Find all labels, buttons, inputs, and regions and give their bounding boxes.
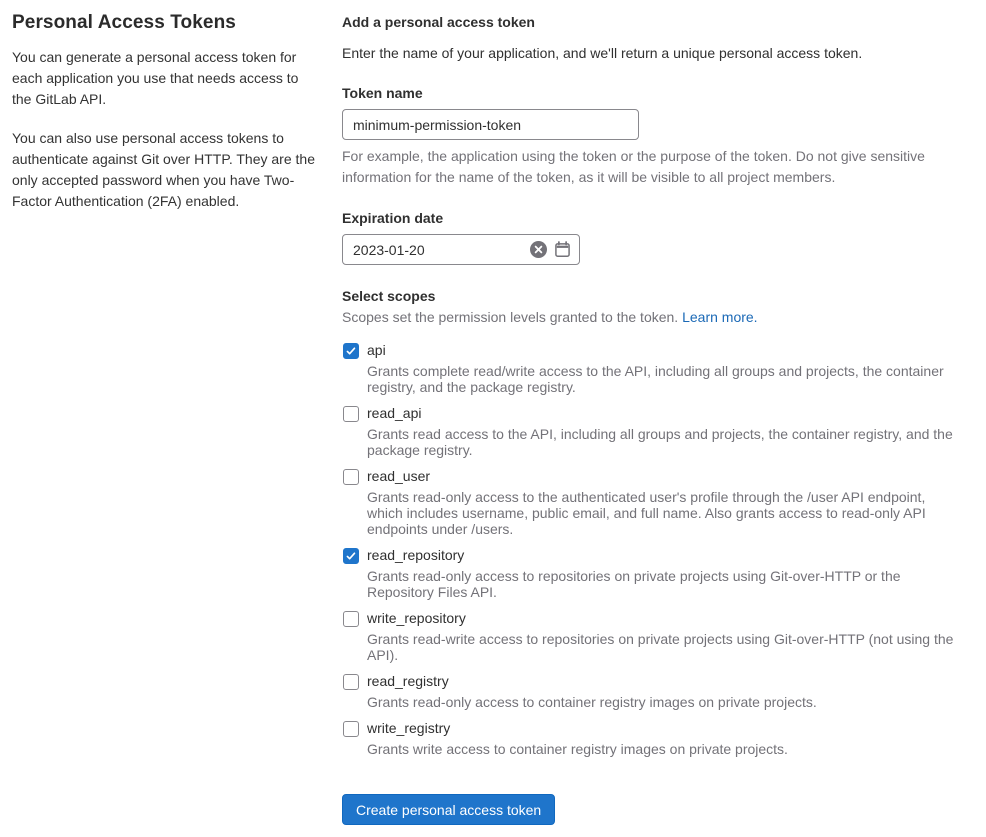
scope-label-read-repository[interactable]: read_repository: [367, 547, 465, 563]
scope-description-read-repository: Grants read-only access to repositories on private projects using Git-over-HTTP or the Repository Files API.: [367, 568, 901, 600]
scope-checkbox-write-repository[interactable]: [343, 611, 359, 627]
sidebar-paragraph-1: You can generate a personal access token for each application you use that needs access to the GitLab API.: [12, 49, 299, 107]
scope-description-write-repository: Grants read-write access to repositories on private projects using Git-over-HTTP (not using the API).: [367, 631, 954, 663]
scope-checkbox-read-user[interactable]: [343, 469, 359, 485]
page-title: Personal Access Tokens: [12, 12, 236, 33]
scope-row-write-registry: [342, 719, 964, 757]
scope-checkbox-read-registry[interactable]: [343, 674, 359, 690]
scopes-help-text: Scopes set the permission levels granted to the token.: [342, 309, 679, 325]
scope-checkbox-api[interactable]: [343, 343, 359, 359]
scope-label-read-api[interactable]: read_api: [367, 405, 422, 421]
select-scopes-section: [342, 287, 964, 757]
calendar-icon[interactable]: [553, 241, 571, 259]
scopes-help: [342, 307, 964, 327]
calendar-glyph: [554, 241, 571, 258]
expiration-date-field: [342, 234, 580, 265]
scope-label-api[interactable]: api: [367, 342, 386, 358]
scope-label-write-repository[interactable]: write_repository: [367, 610, 466, 626]
scope-row-read-registry: [342, 672, 964, 710]
settings-section-sidebar: [12, 12, 317, 825]
scope-label-write-registry[interactable]: write_registry: [367, 720, 451, 736]
form-intro: Enter the name of your application, and we'll return a unique personal access token.: [342, 45, 863, 61]
scope-checkbox-read-api[interactable]: [343, 406, 359, 422]
check-icon: [345, 345, 357, 357]
scope-row-read-repository: [342, 546, 964, 600]
scope-row-api: [342, 341, 964, 395]
check-icon: [345, 550, 357, 562]
sidebar-paragraph-2: You can also use personal access tokens to authenticate against Git over HTTP. They are the only accepted password when you have Two-Factor Authentication (2FA) enabled.: [12, 130, 315, 209]
form-heading: Add a personal access token: [342, 14, 535, 30]
scope-description-read-api: Grants read access to the API, including all groups and projects, the container registry, and the package registry.: [367, 426, 953, 458]
scope-label-read-user[interactable]: read_user: [367, 468, 431, 484]
clear-date-icon[interactable]: [529, 241, 547, 259]
scope-row-write-repository: [342, 609, 964, 663]
scope-description-api: Grants complete read/write access to the API, including all groups and projects, the container registry, and the package registry.: [367, 363, 944, 395]
scope-checkbox-write-registry[interactable]: [343, 721, 359, 737]
scopes-list: [342, 341, 964, 757]
expiration-date-label: Expiration date: [342, 210, 444, 226]
scope-description-read-registry: Grants read-only access to container registry images on private projects.: [367, 694, 817, 710]
create-token-button[interactable]: Create personal access token: [342, 794, 555, 825]
scope-checkbox-read-repository[interactable]: [343, 548, 359, 564]
token-name-label: Token name: [342, 85, 423, 101]
token-form: [342, 12, 964, 825]
scope-description-write-registry: Grants write access to container registry images on private projects.: [367, 741, 788, 757]
scope-row-read-api: [342, 404, 964, 458]
token-name-input[interactable]: [342, 109, 639, 140]
scope-description-read-user: Grants read-only access to the authenticated user's profile through the /user API endpoint, which includes username, public email, and full name. Also grants access to read-only API endpoints under /users.: [367, 489, 926, 537]
token-name-help: For example, the application using the token or the purpose of the token. Do not give sensitive information for the name of the token, as it will be visible to all project members.: [342, 148, 925, 185]
select-scopes-label: Select scopes: [342, 288, 436, 304]
circle-x-icon: [530, 241, 547, 258]
scope-label-read-registry[interactable]: read_registry: [367, 673, 449, 689]
scope-row-read-user: [342, 467, 964, 537]
learn-more-link[interactable]: Learn more.: [682, 309, 758, 325]
